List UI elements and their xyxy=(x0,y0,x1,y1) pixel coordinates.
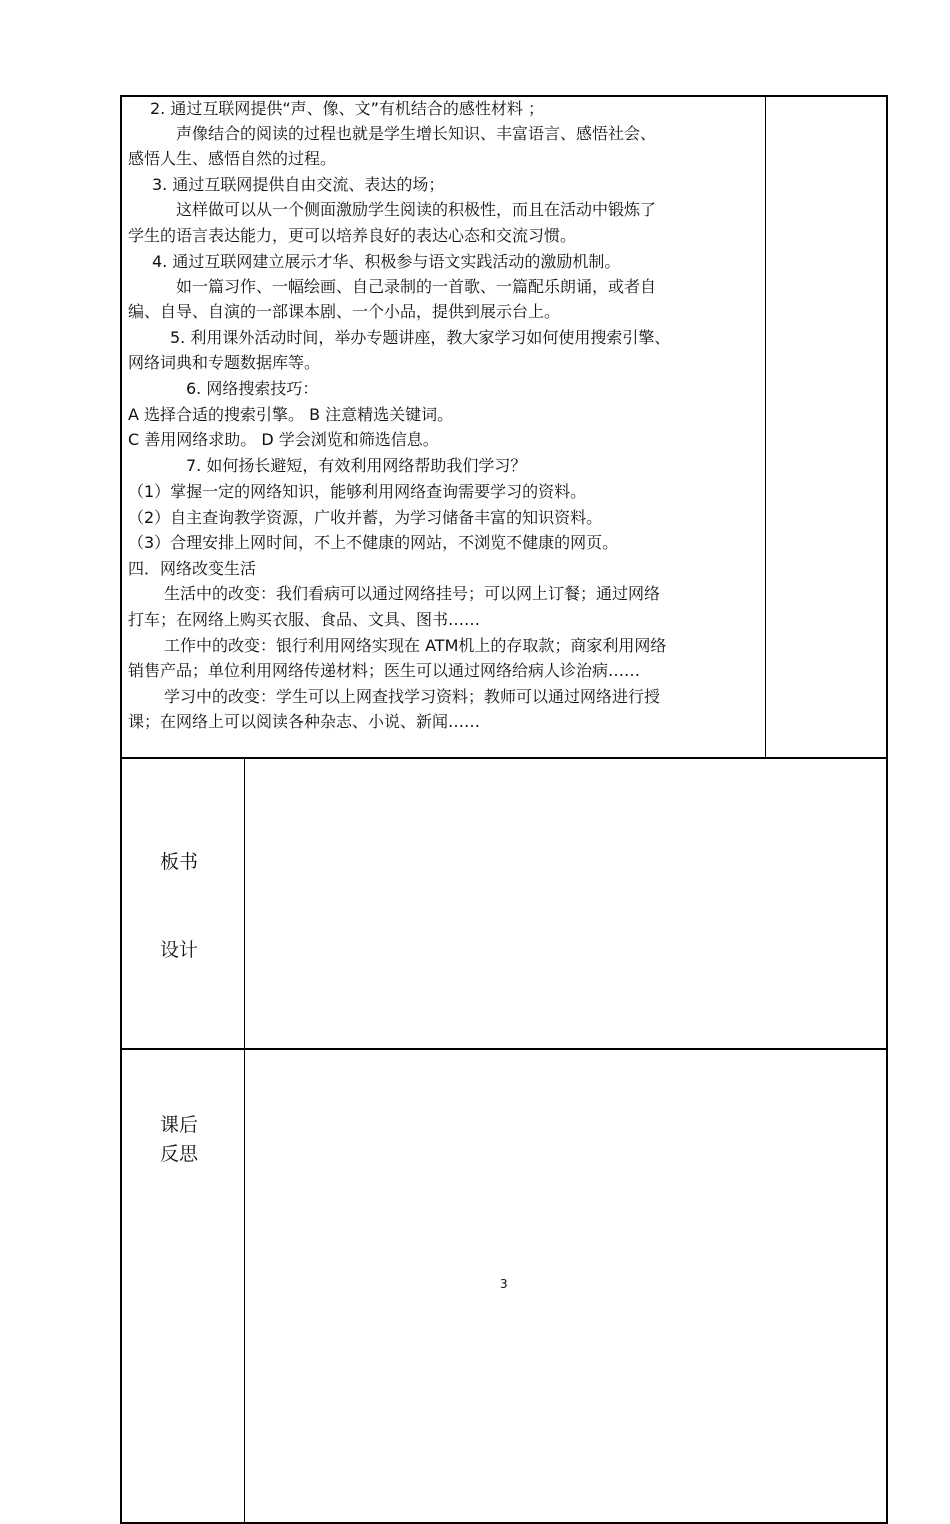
text-line-12: 6. 网络搜索技巧： xyxy=(186,379,319,398)
table-right-border xyxy=(886,95,888,1524)
reflection-label-line-1: 课后 xyxy=(160,1114,199,1136)
board-design-label-line-2: 设计 xyxy=(160,939,199,961)
text-line-19: 四．网络改变生活 xyxy=(128,559,257,578)
reflection-content-cell[interactable] xyxy=(246,1050,885,1521)
text-line-17: （2）自主查询教学资源，广收并蓄，为学习储备丰富的知识资料。 xyxy=(128,508,603,527)
board-design-content-cell[interactable] xyxy=(246,759,885,1047)
text-line-10: 5. 利用课外活动时间，举办专题讲座，教大家学习如何使用搜索引擎、 xyxy=(170,328,671,347)
page-number: 3 xyxy=(500,1277,508,1291)
text-line-22: 工作中的改变：银行利用网络实现在 ATM机上的存取款；商家利用网络 xyxy=(164,636,667,655)
text-line-13: A 选择合适的搜索引擎。 B 注意精选关键词。 xyxy=(128,405,454,424)
content-column-divider xyxy=(765,95,766,758)
text-line-4: 3. 通过互联网提供自由交流、表达的场； xyxy=(152,175,445,194)
text-line-11: 网络词典和专题数据库等。 xyxy=(128,353,321,372)
text-line-24: 学习中的改变：学生可以上网查找学习资料；教师可以通过网络进行授 xyxy=(164,687,661,706)
text-line-21: 打车；在网络上购买衣服、食品、文具、图书…… xyxy=(128,610,481,629)
text-line-5: 这样做可以从一个侧面激励学生阅读的积极性，而且在活动中锻炼了 xyxy=(176,200,657,219)
text-line-16: （1）掌握一定的网络知识，能够利用网络查询需要学习的资料。 xyxy=(128,482,587,501)
table-left-border xyxy=(120,95,122,1524)
text-line-23: 销售产品；单位利用网络传递材料；医生可以通过网络给病人诊治病…… xyxy=(128,661,641,680)
text-line-7: 4. 通过互联网建立展示才华、积极参与语文实践活动的激励机制。 xyxy=(152,252,621,271)
text-line-9: 编、自导、自演的一部课本剧、一个小品，提供到展示台上。 xyxy=(128,302,561,321)
text-line-15: 7. 如何扬长避短，有效利用网络帮助我们学习？ xyxy=(186,456,527,475)
board-design-label-line-1: 板书 xyxy=(160,851,199,873)
text-line-8: 如一篇习作、一幅绘画、自己录制的一首歌、一篇配乐朗诵，或者自 xyxy=(176,277,657,296)
text-line-18: （3）合理安排上网时间，不上不健康的网站，不浏览不健康的网页。 xyxy=(128,533,619,552)
text-line-2: 声像结合的阅读的过程也就是学生增长知识、丰富语言、感悟社会、 xyxy=(176,124,657,143)
text-line-6: 学生的语言表达能力，更可以培养良好的表达心态和交流习惯。 xyxy=(128,226,577,245)
text-line-3: 感悟人生、感悟自然的过程。 xyxy=(128,149,337,168)
text-line-25: 课；在网络上可以阅读各种杂志、小说、新闻…… xyxy=(128,712,481,731)
table-top-border xyxy=(120,95,888,97)
reflection-label-line-2: 反思 xyxy=(160,1143,199,1165)
text-line-14: C 善用网络求助。 D 学会浏览和筛选信息。 xyxy=(128,430,439,449)
label-column-divider xyxy=(244,757,245,1524)
text-line-1: 2. 通过互联网提供“声、像、文”有机结合的感性材料 ； xyxy=(150,99,545,118)
text-line-20: 生活中的改变：我们看病可以通过网络挂号；可以网上订餐；通过网络 xyxy=(164,584,661,603)
